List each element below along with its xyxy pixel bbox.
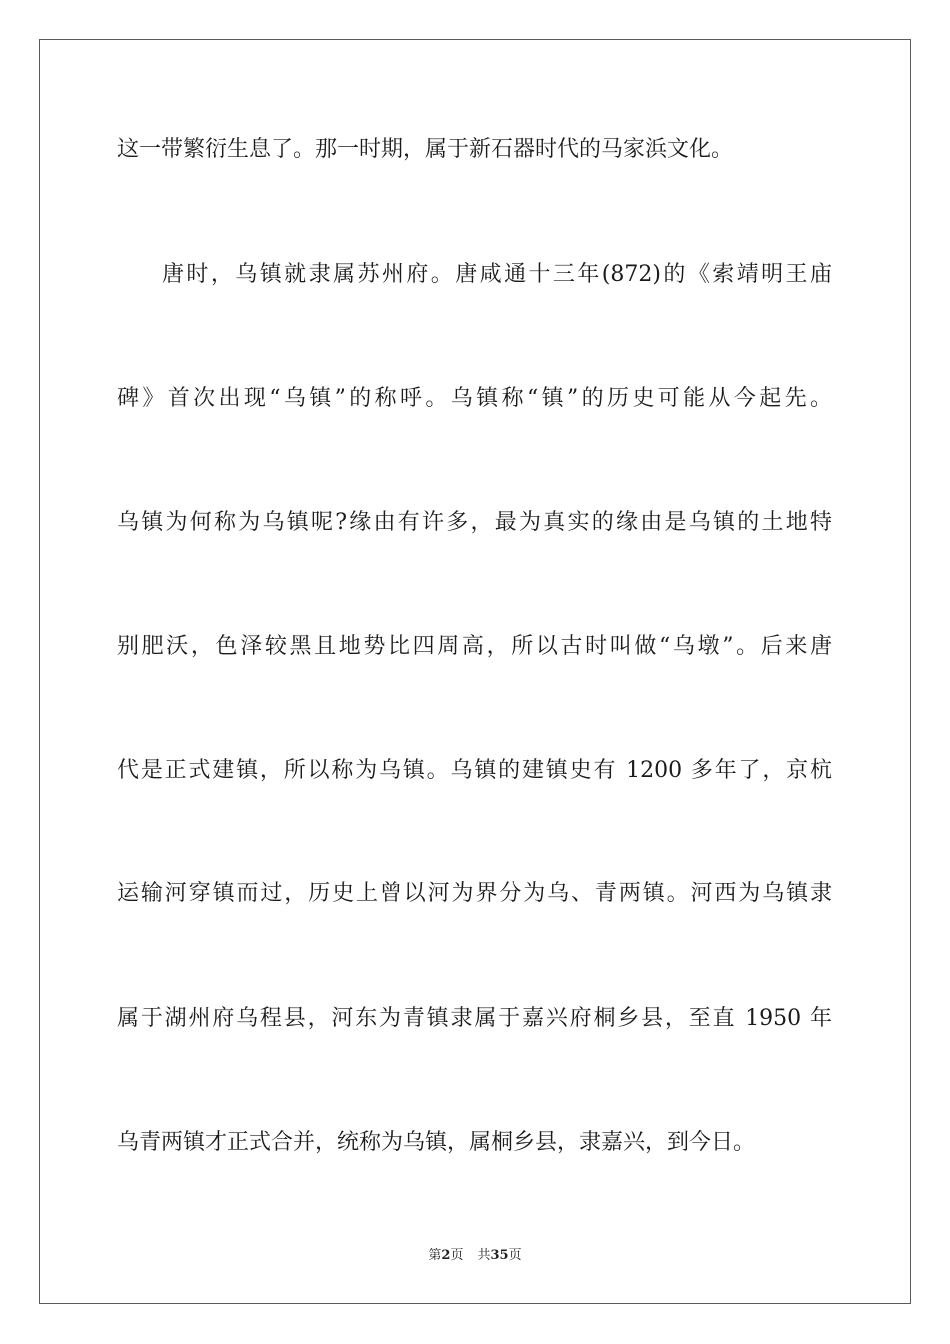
page-footer [0,1247,950,1265]
text-line-2: 唐时，乌镇就隶属苏州府。唐咸通十三年(872)的《索靖明王庙 [162,262,832,287]
page-suffix: 页 [450,1248,464,1263]
text-line-7: 运输河穿镇而过，历史上曾以河为界分为乌、青两镇。河西为乌镇隶 [117,881,832,906]
page-number: 2 [441,1248,451,1263]
text-line-4: 乌镇为何称为乌镇呢?缘由有许多，最为真实的缘由是乌镇的土地特 [117,510,832,535]
text-line-1: 这一带繁衍生息了。那一时期，属于新石器时代的马家浜文化。 [117,137,734,162]
text-line-6: 代是正式建镇，所以称为乌镇。乌镇的建镇史有 1200 多年了，京杭 [117,758,832,783]
text-line-8: 属于湖州府乌程县，河东为青镇隶属于嘉兴府桐乡县，至直 1950 年 [117,1006,832,1031]
total-pages: 35 [490,1248,509,1263]
text-line-3: 碑》首次出现“乌镇”的称呼。乌镇称“镇”的历史可能从今起先。 [117,386,832,411]
page-prefix: 第 [428,1248,442,1263]
page-border [39,39,911,1304]
total-prefix: 共 [477,1248,491,1263]
total-suffix: 页 [508,1248,522,1263]
text-line-5: 别肥沃，色泽较黑且地势比四周高，所以古时叫做“乌墩”。后来唐 [117,634,832,659]
text-line-9: 乌青两镇才正式合并，统称为乌镇，属桐乡县，隶嘉兴，到今日。 [117,1130,756,1155]
